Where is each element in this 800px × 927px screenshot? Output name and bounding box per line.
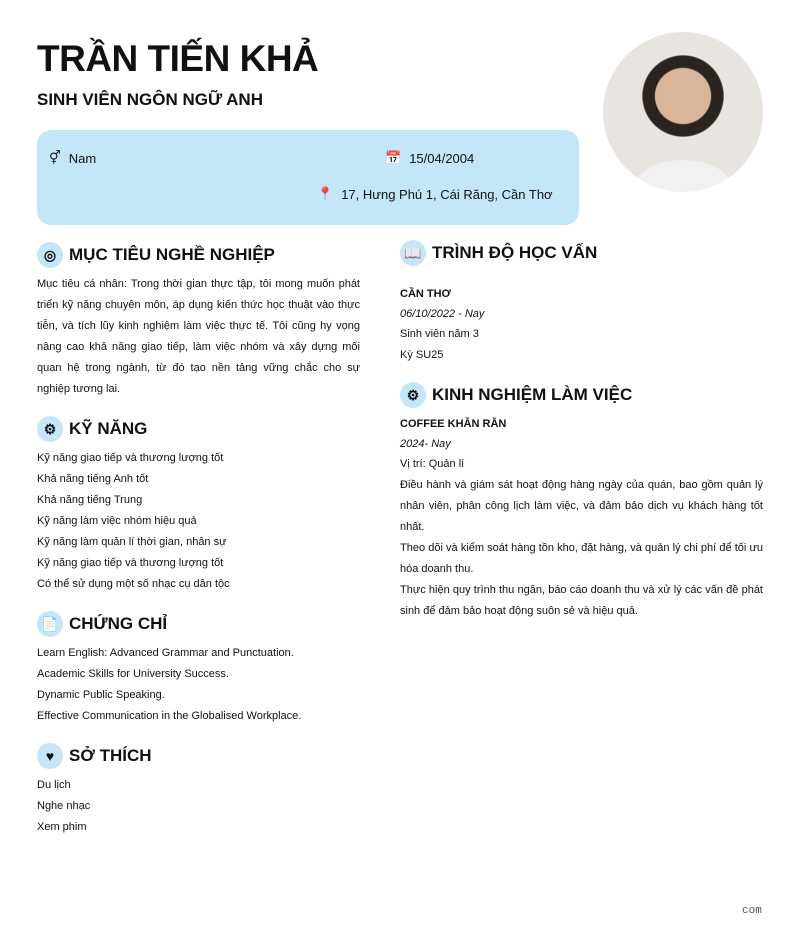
skill-item: Kỹ năng giao tiếp và thương lượng tốt (37, 557, 224, 569)
certificate-item: Learn English: Advanced Grammar and Punctuation. (37, 647, 294, 659)
candidate-title: SINH VIÊN NGÔN NGỮ ANH (37, 90, 263, 109)
school-name: CẦN THƠ (400, 288, 451, 300)
section-heading: KỸ NĂNG (69, 419, 148, 438)
target-icon: ◎ (37, 242, 63, 268)
certificate-item: Dynamic Public Speaking. (37, 689, 165, 701)
hobby-item: Xem phim (37, 821, 87, 833)
skill-item: Kỹ năng làm quản lí thời gian, nhân sự (37, 536, 227, 548)
address-text: 17, Hưng Phú 1, Cái Răng, Cần Thơ (341, 186, 553, 202)
book-icon: 📖 (400, 240, 426, 266)
section-heading: MỤC TIÊU NGHỀ NGHIỆP (69, 245, 275, 264)
hobby-item: Nghe nhạc (37, 800, 91, 812)
hobby-item: Du lịch (37, 779, 71, 791)
gender-icon: ⚥ (49, 150, 61, 165)
gender-item (49, 150, 96, 166)
candidate-name: TRẦN TIẾN KHẢ (37, 38, 319, 79)
duty-item: Thực hiện quy trình thu ngân, báo cáo doanh thu và xử lý các vấn đề phát sinh để đảm bảo hoạt động suôn sẻ và hiệu quả. (400, 584, 763, 617)
skills-gear-icon: ⚙ (37, 416, 63, 442)
section-heading: SỞ THÍCH (69, 746, 152, 765)
info-box (37, 130, 579, 225)
section-heading: CHỨNG CHỈ (69, 614, 168, 633)
education-detail: Sinh viên năm 3 (400, 328, 479, 340)
location-pin-icon: 📍 (317, 186, 334, 201)
heart-message-icon: ♥ (37, 743, 63, 769)
certificate-item: Effective Communication in the Globalised Workplace. (37, 710, 302, 722)
gender-text: Nam (68, 150, 97, 166)
experience-period: 2024- Nay (400, 438, 451, 450)
work-gear-icon: ⚙ (400, 382, 426, 408)
footer-mark: com (742, 905, 762, 917)
objective-section (37, 242, 360, 400)
education-detail: Kỳ SU25 (400, 349, 444, 361)
objective-text: Mục tiêu cá nhân: Trong thời gian thực tập, tôi mong muốn phát triển kỹ năng chuyên môn, áp dụng kiến thức học thuật vào thực tiễn, và tích lũy kinh nghiệm làm việc thực tế. Tôi cũng hy vọng nâng cao khả năng giao tiếp, làm việc nhóm và xây dựng mối quan hệ trong ngành, từ đó tạo nền tảng vững chắc cho sự nghiệp tương lai. (37, 278, 360, 395)
certificates-section (37, 611, 360, 727)
birthdate-item (385, 150, 474, 166)
skill-item: Khả năng tiếng Anh tốt (37, 473, 149, 485)
section-heading: TRÌNH ĐỘ HỌC VẤN (432, 243, 598, 262)
duty-item: Điều hành và giám sát hoạt động hàng ngày của quán, bao gồm quản lý nhân viên, phân công lịch làm việc, và đảm bảo dịch vụ khách hàng tốt nhất. (400, 479, 763, 533)
duty-item: Theo dõi và kiểm soát hàng tồn kho, đặt hàng, và quản lý chi phí để tối ưu hóa doanh thu. (400, 542, 763, 575)
experience-section (400, 382, 763, 622)
skill-item: Khả năng tiếng Trung (37, 494, 143, 506)
section-heading: KINH NGHIỆM LÀM VIỆC (432, 385, 633, 404)
company-name: COFFEE KHĂN RẰN (400, 418, 507, 430)
birthdate-text: 15/04/2004 (409, 150, 475, 166)
skill-item: Có thể sử dụng một số nhạc cụ dân tộc (37, 578, 230, 590)
certificate-item: Academic Skills for University Success. (37, 668, 229, 680)
address-item (317, 186, 553, 202)
profile-photo (603, 32, 763, 192)
hobbies-section (37, 743, 360, 838)
position: Vị trí: Quản lí (400, 458, 465, 470)
calendar-icon: 📅 (385, 150, 402, 165)
education-section (400, 240, 763, 366)
skill-item: Kỹ năng làm việc nhóm hiệu quả (37, 515, 197, 527)
certificate-icon: 📄 (37, 611, 63, 637)
education-period: 06/10/2022 - Nay (400, 308, 485, 320)
skills-section (37, 416, 360, 595)
skill-item: Kỹ năng giao tiếp và thương lượng tốt (37, 452, 224, 464)
